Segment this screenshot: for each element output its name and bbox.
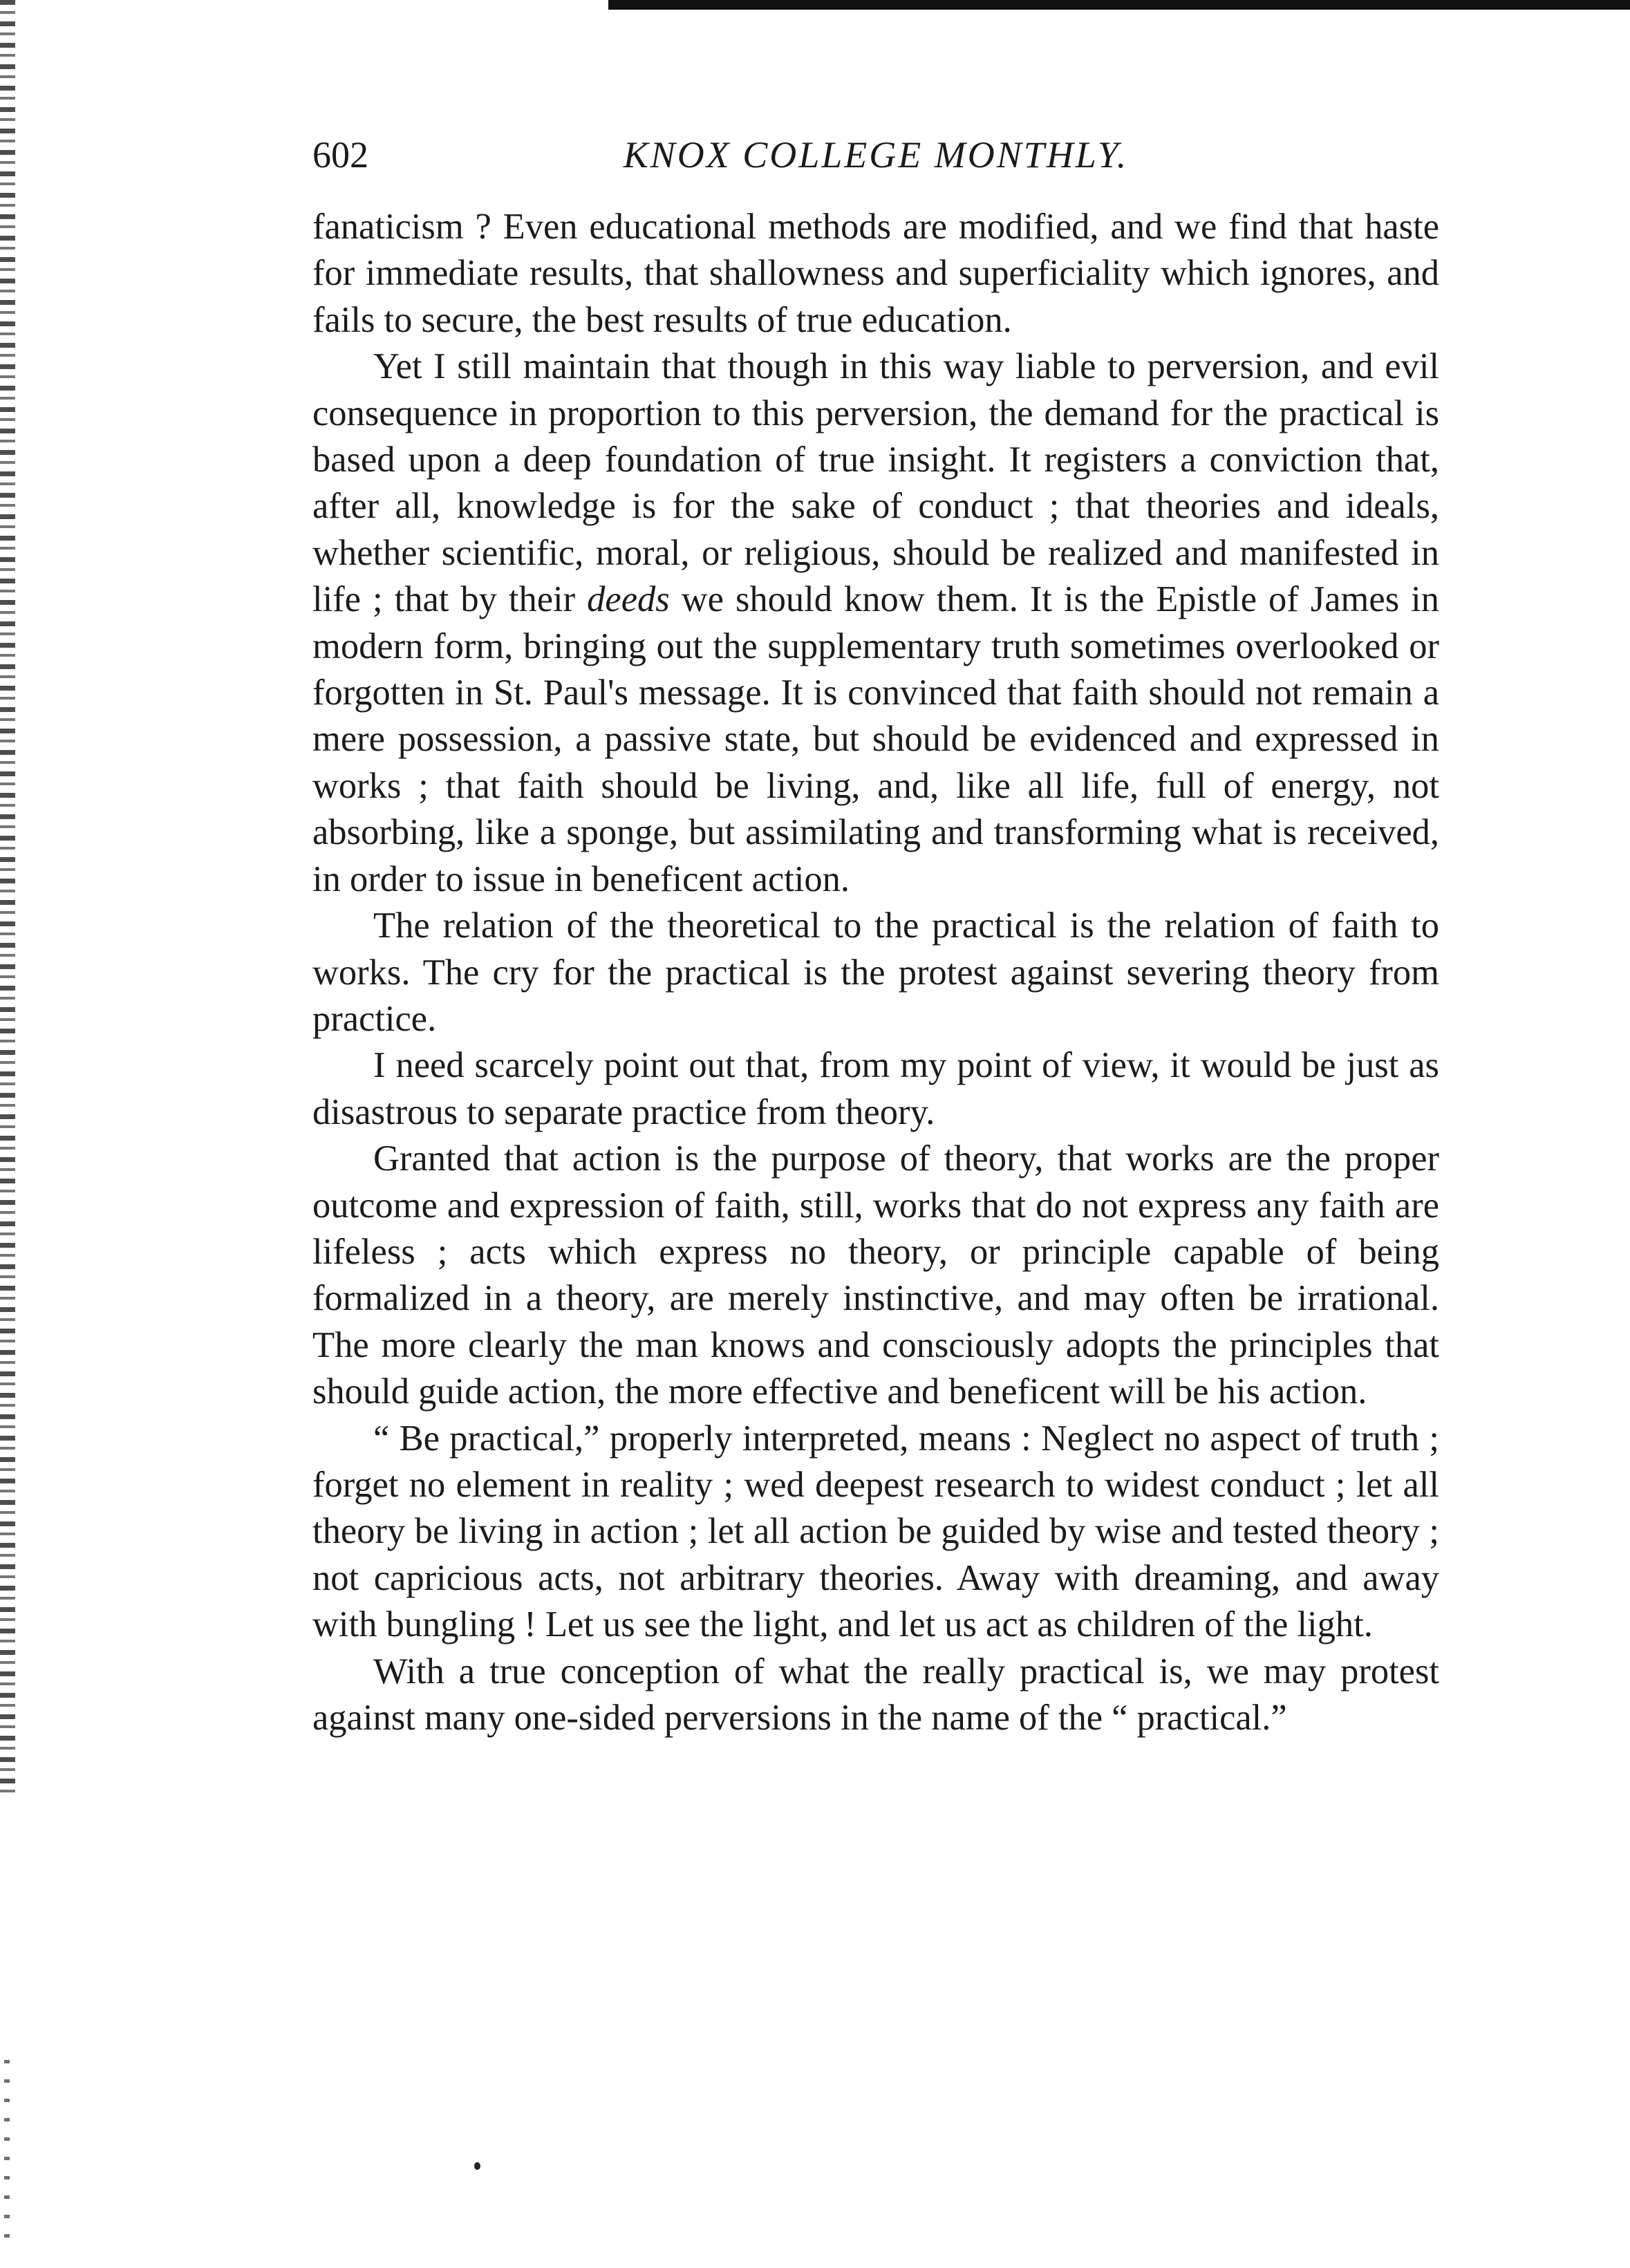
scan-binding-edge-lower bbox=[4, 2060, 10, 2240]
paragraph-true-conception: With a true conception of what the really practical is, we may protest against many one-sided perversions in the name of the “ practical.” bbox=[312, 1651, 1439, 1738]
journal-title: KNOX COLLEGE MONTHLY. bbox=[623, 134, 1129, 176]
paragraph-action-theory: Granted that action is the purpose of theory, that works are the proper outcome and expression of faith, still, works that do not express any faith are lifeless ; acts which express no theory, or principle capable of being formalized in a theory, are merely instinctive, and may often be irrational. The more clearly the man knows and consciously adopts the principles that should guide action, the more effective and beneficent will be his action. bbox=[312, 1138, 1439, 1412]
emphasis-deeds: deeds bbox=[587, 579, 670, 620]
running-head bbox=[312, 121, 1439, 183]
ink-speck bbox=[474, 2162, 480, 2170]
paragraph-faith-works: The relation of the theoretical to the practical is the relation of faith to works. The cry for the practical is the protest against severing theory from practice. bbox=[312, 906, 1439, 1039]
body-text bbox=[312, 204, 1439, 1741]
document-page bbox=[312, 121, 1439, 1741]
paragraph-continuation: fanaticism ? Even educational methods are modified, and we find that haste for immediate results, that shallowness and superficiality which ignores, and fails to secure, the best results of true education. bbox=[312, 207, 1439, 340]
page-number: 602 bbox=[312, 134, 368, 176]
paragraph-be-practical: “ Be practical,” properly interpreted, means : Neglect no aspect of truth ; forget no element in reality ; wed deepest research to widest conduct ; let all theory be living in action ; let all action be guided by wise and tested theory ; not capricious acts, not arbitrary theories. Away with dreaming, and away with bungling ! Let us see the light, and let us act as children of the light. bbox=[312, 1418, 1439, 1645]
top-border-rule bbox=[608, 0, 1630, 10]
scan-binding-edge bbox=[0, 0, 15, 1797]
paragraph-separate-practice: I need scarcely point out that, from my point of view, it would be just as disastrous to separate practice from theory. bbox=[312, 1045, 1439, 1132]
paragraph-practical-insight: Yet I still maintain that though in this way liable to perversion, and evil consequence in proportion to this perversion, the demand for the practical is based upon a deep foundation of true insight. It registers a conviction that, after all, knowledge is for the sake of conduct ; that theories and ideals, whether scientific, moral, or religious, should be realized and manifested in life ; that by their deeds we should know them. It is the Epistle of James in modern form, bringing out the supplementary truth sometimes overlooked or forgotten in St. Paul's message. It is convinced that faith should not remain a mere possession, a passive state, but should be evidenced and expressed in works ; that faith should be living, and, like all life, full of energy, not absorbing, like a sponge, but assimilating and transforming what is received, in order to issue in beneficent action. bbox=[312, 346, 1439, 899]
